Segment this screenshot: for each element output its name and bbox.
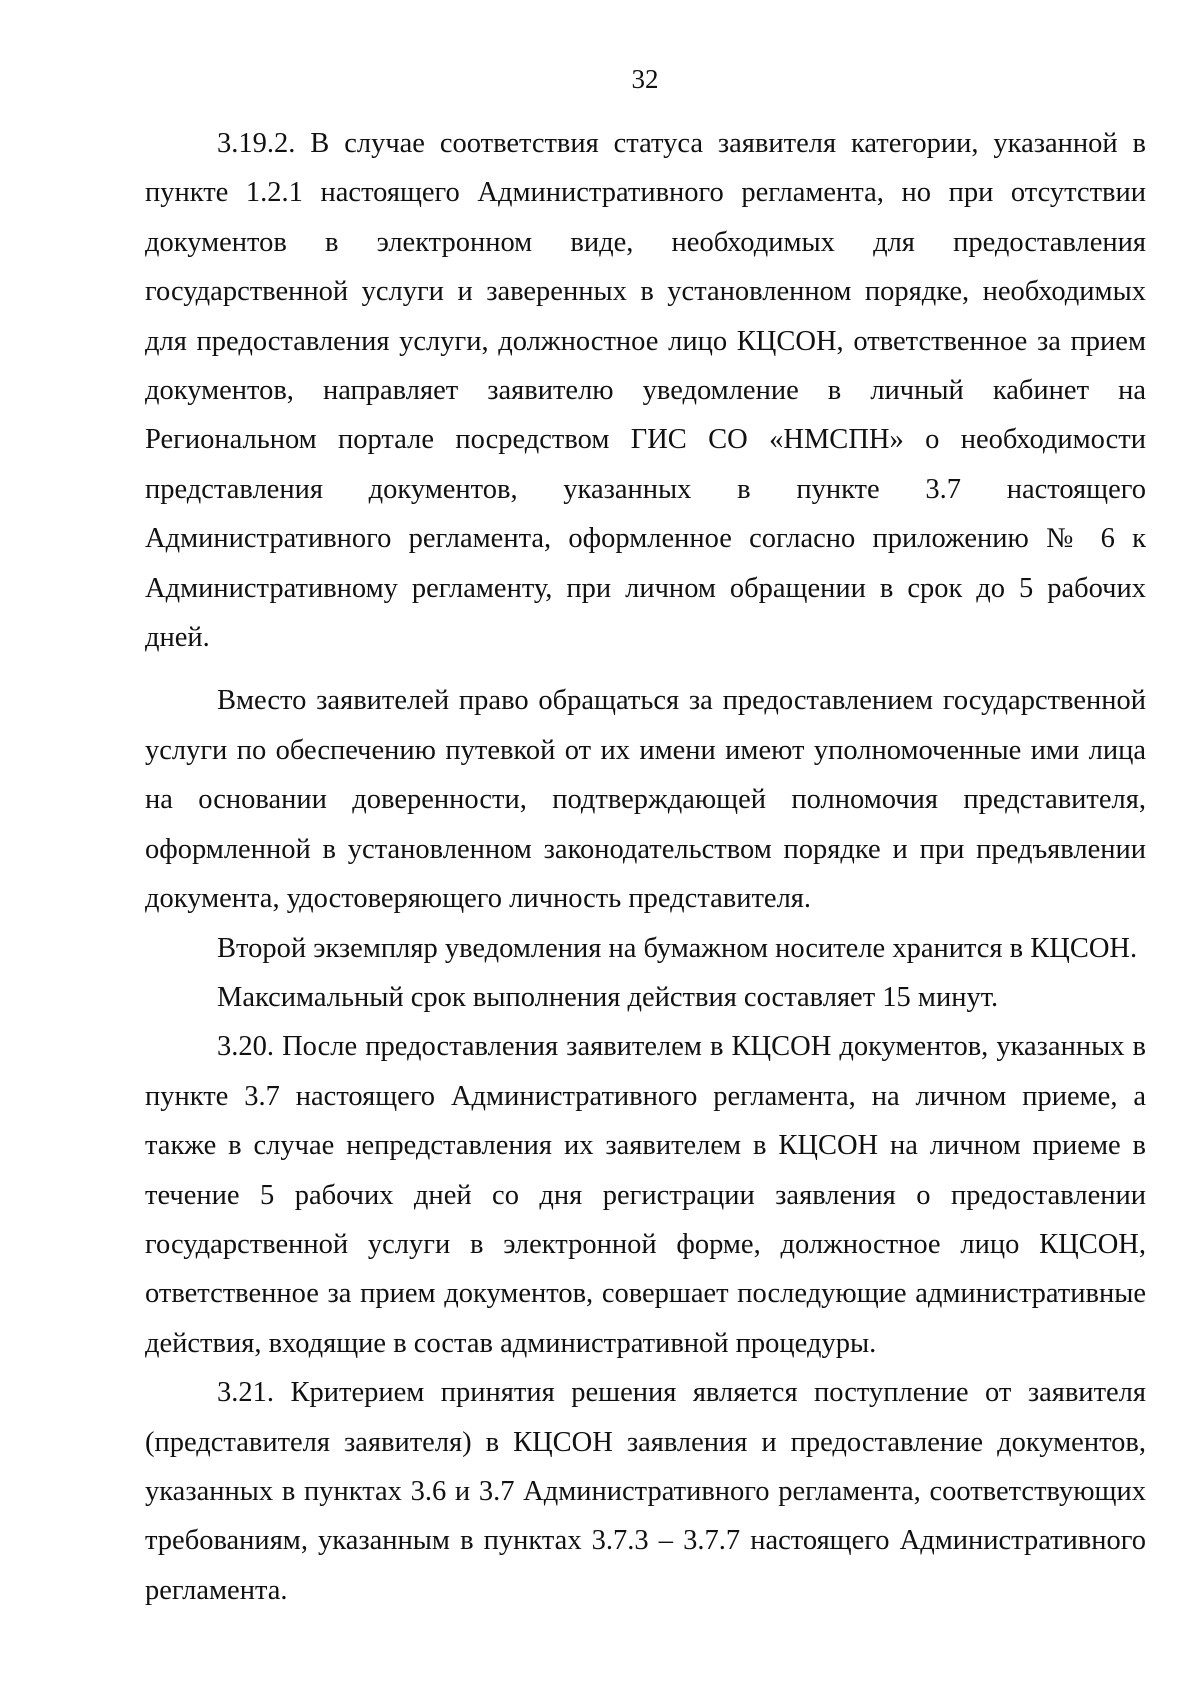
paragraph-3-19-2: 3.19.2. В случае соответствия статуса заявителя категории, указанной в пункте 1.2.1 настоящего Административного регламента, но при отсутствии документов в электронном виде, необходимых для предоставления государственной услуги и заверенных в установленном порядке, необходимых для предоставления услуги, должностное лицо КЦСОН, ответственное за прием документов, направляет заявителю уведомление в личный кабинет на Региональном портале посредством ГИС СО «НМСПН» о необходимости представления документов, указанных в пункте 3.7 настоящего Административного регламента, оформленное согласно приложению № 6 к Административному регламенту, при личном обращении в срок до 5 рабочих дней. <box>145 128 1146 654</box>
paragraph-representatives: Вместо заявителей право обращаться за предоставлением государственной услуги по обеспечению путевкой от их имени имеют уполномоченные ими лица на основании доверенности, подтверждающей полномочия представителя, оформленной в установленном законодательством порядке и при предъявлении документа, удостоверяющего личность представителя. <box>145 685 1146 915</box>
page-number: 32 <box>631 64 659 94</box>
paragraph-max-duration: Максимальный срок выполнения действия составляет 15 минут. <box>217 981 999 1013</box>
paragraph-3-20: 3.20. После предоставления заявителем в КЦСОН документов, указанных в пункте 3.7 настоящего Административного регламента, на личном приеме, а также в случае непредставления их заявителем в КЦСОН на личном приеме в течение 5 рабочих дней со дня регистрации заявления о предоставлении государственной услуги в электронной форме, должностное лицо КЦСОН, ответственное за прием документов, совершает последующие административные действия, входящие в состав административной процедуры. <box>145 1031 1146 1359</box>
paragraph-3-21: 3.21. Критерием принятия решения является поступление от заявителя (представителя заявителя) в КЦСОН заявления и предоставление документов, указанных в пунктах 3.6 и 3.7 Административного регламента, соответствующих требованиям, указанным в пунктах 3.7.3 – 3.7.7 настоящего Административного регламента. <box>145 1377 1146 1606</box>
paragraph-second-copy: Второй экземпляр уведомления на бумажном носителе хранится в КЦСОН. <box>217 932 1138 964</box>
document-body <box>145 119 1146 1615</box>
